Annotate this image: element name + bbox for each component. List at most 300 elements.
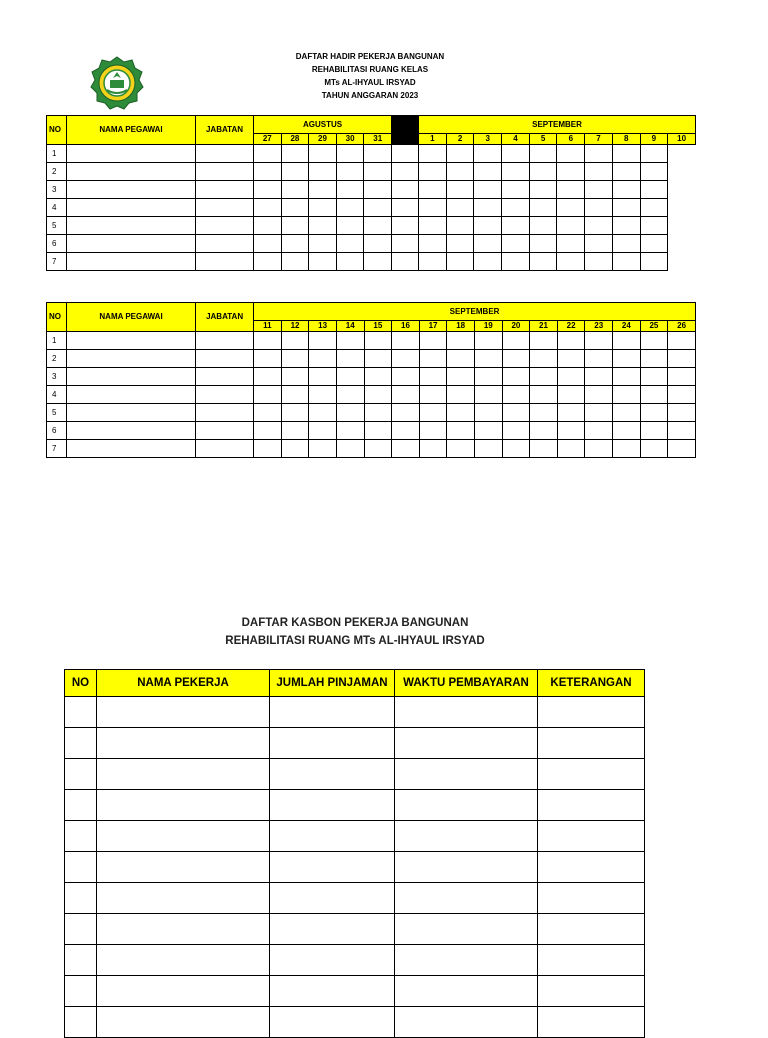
month-header-september: SEPTEMBER	[254, 303, 696, 321]
attendance-cell	[281, 217, 309, 235]
day-header-cell: 22	[557, 321, 585, 332]
attendance-cell	[447, 440, 475, 458]
attendance-cell	[392, 235, 419, 253]
attendance-cell	[585, 386, 613, 404]
attendance-cell	[612, 217, 640, 235]
attendance-cell	[392, 422, 420, 440]
attendance-cell	[585, 235, 613, 253]
empty-cell	[538, 914, 645, 945]
attendance-cell	[474, 422, 502, 440]
attendance-cell	[364, 163, 392, 181]
attendance-cell	[640, 404, 668, 422]
attendance-cell	[254, 253, 282, 271]
attendance-cell	[474, 163, 502, 181]
empty-cell	[395, 914, 538, 945]
name-cell	[67, 422, 196, 440]
empty-cell	[97, 852, 270, 883]
empty-cell	[65, 728, 97, 759]
attendance-cell	[502, 235, 530, 253]
position-cell	[196, 217, 254, 235]
table-row	[47, 422, 696, 440]
attendance-cell	[336, 145, 364, 163]
attendance-cell	[446, 253, 474, 271]
empty-cell	[538, 728, 645, 759]
attendance-cell	[281, 235, 309, 253]
col-header-name: NAMA PEGAWAI	[67, 303, 196, 332]
attendance-cell	[254, 368, 282, 386]
attendance-cell	[613, 332, 641, 350]
attendance-cell	[254, 422, 282, 440]
attendance-cell	[309, 217, 337, 235]
table-row	[47, 350, 696, 368]
attendance-cell	[364, 253, 392, 271]
row-number: 7	[47, 440, 67, 458]
attendance-cell	[419, 422, 447, 440]
empty-cell	[270, 728, 395, 759]
table-row	[47, 440, 696, 458]
month-header-agustus: AGUSTUS	[254, 116, 392, 134]
attendance-cell	[557, 253, 585, 271]
attendance-cell	[612, 199, 640, 217]
attendance-cell	[392, 332, 420, 350]
attendance-cell	[502, 199, 530, 217]
attendance-cell	[419, 368, 447, 386]
attendance-cell	[530, 332, 558, 350]
attendance-cell	[392, 350, 420, 368]
row-number: 2	[47, 163, 67, 181]
attendance-cell	[502, 422, 530, 440]
attendance-cell	[419, 404, 447, 422]
attendance-cell	[529, 217, 557, 235]
attendance-cell	[502, 145, 530, 163]
empty-cell	[97, 883, 270, 914]
attendance-cell	[281, 404, 309, 422]
col-header-loan-amount: JUMLAH PINJAMAN	[270, 670, 395, 697]
position-cell	[196, 404, 254, 422]
empty-cell	[395, 697, 538, 728]
row-number: 5	[47, 217, 67, 235]
day-header-cell: 2	[446, 134, 474, 145]
day-header-cell: 16	[392, 321, 420, 332]
attendance-cell	[585, 217, 613, 235]
attendance-cell	[281, 368, 309, 386]
col-header-name: NAMA PEGAWAI	[67, 116, 196, 145]
attendance-cell	[640, 199, 668, 217]
attendance-cell	[474, 332, 502, 350]
table-row	[47, 145, 696, 163]
position-cell	[196, 350, 254, 368]
attendance-cell	[336, 386, 364, 404]
attendance-cell	[585, 163, 613, 181]
name-cell	[67, 332, 196, 350]
position-cell	[196, 235, 254, 253]
table-row	[47, 181, 696, 199]
empty-cell	[65, 976, 97, 1007]
attendance-cell	[392, 217, 419, 235]
kasbon-title-line: REHABILITASI RUANG MTs AL-IHYAUL IRSYAD	[225, 635, 485, 647]
attendance-cell	[309, 235, 337, 253]
attendance-cell	[529, 145, 557, 163]
day-header-cell: 18	[447, 321, 475, 332]
day-header-cell: 23	[585, 321, 613, 332]
attendance-cell	[557, 199, 585, 217]
attendance-cell	[474, 217, 502, 235]
empty-cell	[97, 945, 270, 976]
table-row	[65, 1007, 645, 1038]
name-cell	[67, 145, 196, 163]
table-row	[47, 217, 696, 235]
attendance-cell	[668, 404, 696, 422]
attendance-cell	[447, 386, 475, 404]
attendance-cell	[612, 181, 640, 199]
empty-cell	[538, 759, 645, 790]
attendance-cell	[364, 440, 392, 458]
col-header-position: JABATAN	[196, 303, 254, 332]
row-number: 6	[47, 235, 67, 253]
attendance-cell	[419, 386, 447, 404]
attendance-cell	[254, 199, 282, 217]
attendance-cell	[640, 332, 668, 350]
attendance-cell	[336, 422, 364, 440]
col-header-position: JABATAN	[196, 116, 254, 145]
attendance-cell	[530, 404, 558, 422]
attendance-cell	[309, 163, 337, 181]
attendance-cell	[668, 350, 696, 368]
attendance-cell	[254, 332, 282, 350]
attendance-cell	[557, 163, 585, 181]
attendance-cell	[502, 217, 530, 235]
empty-cell	[538, 1007, 645, 1038]
day-header-cell: 12	[281, 321, 309, 332]
attendance-cell	[309, 253, 337, 271]
empty-cell	[270, 821, 395, 852]
attendance-cell	[530, 350, 558, 368]
name-cell	[67, 181, 196, 199]
col-header-no: NO	[47, 116, 67, 145]
empty-cell	[97, 697, 270, 728]
row-number: 3	[47, 181, 67, 199]
attendance-cell	[612, 253, 640, 271]
attendance-cell	[254, 440, 282, 458]
attendance-cell	[640, 235, 668, 253]
position-cell	[196, 145, 254, 163]
empty-cell	[65, 945, 97, 976]
attendance-title	[200, 50, 540, 102]
attendance-cell	[309, 145, 337, 163]
name-cell	[67, 404, 196, 422]
attendance-cell	[336, 199, 364, 217]
attendance-cell	[281, 440, 309, 458]
table-row	[47, 332, 696, 350]
empty-cell	[65, 821, 97, 852]
day-header-cell: 1	[419, 134, 447, 145]
attendance-cell	[281, 422, 309, 440]
empty-cell	[270, 914, 395, 945]
empty-cell	[270, 1007, 395, 1038]
position-cell	[196, 253, 254, 271]
attendance-cell	[392, 253, 419, 271]
attendance-cell	[640, 386, 668, 404]
attendance-cell	[364, 332, 392, 350]
row-number: 5	[47, 404, 67, 422]
attendance-cell	[447, 404, 475, 422]
attendance-cell	[446, 217, 474, 235]
attendance-cell	[640, 253, 668, 271]
day-header-cell: 31	[364, 134, 392, 145]
col-header-no: NO	[47, 303, 67, 332]
attendance-cell	[585, 253, 613, 271]
attendance-cell	[640, 350, 668, 368]
kasbon-table	[64, 669, 645, 1038]
table-header-row	[47, 303, 696, 321]
attendance-cell	[585, 181, 613, 199]
attendance-cell	[557, 404, 585, 422]
empty-cell	[538, 852, 645, 883]
attendance-cell	[364, 217, 392, 235]
attendance-cell	[419, 440, 447, 458]
attendance-cell	[446, 145, 474, 163]
attendance-cell	[613, 440, 641, 458]
position-cell	[196, 440, 254, 458]
attendance-cell	[640, 181, 668, 199]
attendance-cell	[309, 350, 337, 368]
table-row	[65, 728, 645, 759]
empty-cell	[97, 759, 270, 790]
attendance-cell	[585, 422, 613, 440]
day-header-cell: 20	[502, 321, 530, 332]
attendance-cell	[557, 217, 585, 235]
table-row	[65, 914, 645, 945]
attendance-cell	[530, 386, 558, 404]
attendance-cell	[585, 199, 613, 217]
attendance-cell	[529, 181, 557, 199]
attendance-cell	[502, 163, 530, 181]
attendance-cell	[502, 440, 530, 458]
attendance-cell	[557, 386, 585, 404]
attendance-cell	[585, 404, 613, 422]
attendance-cell	[668, 332, 696, 350]
position-cell	[196, 163, 254, 181]
table-row	[47, 386, 696, 404]
attendance-cell	[392, 181, 419, 199]
empty-cell	[270, 697, 395, 728]
attendance-cell	[419, 145, 447, 163]
attendance-cell	[309, 422, 337, 440]
attendance-cell	[612, 235, 640, 253]
attendance-cell	[474, 440, 502, 458]
name-cell	[67, 440, 196, 458]
attendance-cell	[640, 217, 668, 235]
empty-cell	[97, 914, 270, 945]
position-cell	[196, 332, 254, 350]
attendance-cell	[530, 440, 558, 458]
attendance-cell	[530, 422, 558, 440]
attendance-cell	[254, 217, 282, 235]
day-header-cell: 10	[668, 134, 696, 145]
empty-cell	[270, 852, 395, 883]
empty-cell	[270, 883, 395, 914]
empty-cell	[538, 883, 645, 914]
attendance-title-line: MTs AL-IHYAUL IRSYAD	[324, 78, 416, 87]
month-header-september: SEPTEMBER	[419, 116, 696, 134]
attendance-cell	[668, 368, 696, 386]
empty-cell	[395, 976, 538, 1007]
row-number: 2	[47, 350, 67, 368]
attendance-cell	[336, 253, 364, 271]
attendance-cell	[364, 386, 392, 404]
empty-cell	[65, 1007, 97, 1038]
day-header-cell: 3	[474, 134, 502, 145]
day-header-cell: 4	[502, 134, 530, 145]
attendance-cell	[446, 199, 474, 217]
day-header-cell: 21	[530, 321, 558, 332]
attendance-cell	[585, 350, 613, 368]
attendance-cell	[419, 235, 447, 253]
empty-cell	[270, 976, 395, 1007]
attendance-cell	[474, 350, 502, 368]
separator-column	[392, 116, 419, 145]
empty-cell	[538, 821, 645, 852]
empty-cell	[395, 945, 538, 976]
empty-cell	[270, 759, 395, 790]
empty-cell	[270, 790, 395, 821]
attendance-cell	[281, 163, 309, 181]
attendance-cell	[336, 350, 364, 368]
attendance-cell	[668, 422, 696, 440]
empty-cell	[65, 759, 97, 790]
table-header-row	[65, 670, 645, 697]
attendance-title-line: REHABILITASI RUANG KELAS	[311, 65, 429, 74]
attendance-cell	[281, 253, 309, 271]
attendance-cell	[502, 350, 530, 368]
attendance-cell	[557, 332, 585, 350]
attendance-cell	[419, 163, 447, 181]
day-header-cell: 9	[640, 134, 668, 145]
empty-cell	[65, 852, 97, 883]
attendance-title-line: DAFTAR HADIR PEKERJA BANGUNAN	[295, 52, 445, 61]
attendance-cell	[419, 199, 447, 217]
empty-cell	[538, 976, 645, 1007]
col-header-worker-name: NAMA PEKERJA	[97, 670, 270, 697]
attendance-cell	[281, 181, 309, 199]
kasbon-title-line: DAFTAR KASBON PEKERJA BANGUNAN	[241, 617, 469, 629]
attendance-cell	[446, 163, 474, 181]
attendance-cell	[474, 368, 502, 386]
attendance-cell	[281, 145, 309, 163]
name-cell	[67, 163, 196, 181]
attendance-cell	[254, 235, 282, 253]
row-number: 7	[47, 253, 67, 271]
table-row	[47, 404, 696, 422]
attendance-cell	[309, 199, 337, 217]
attendance-cell	[557, 422, 585, 440]
attendance-cell	[502, 404, 530, 422]
table-row	[47, 199, 696, 217]
attendance-cell	[254, 386, 282, 404]
attendance-cell	[474, 404, 502, 422]
attendance-cell	[640, 368, 668, 386]
attendance-cell	[364, 368, 392, 386]
attendance-cell	[309, 181, 337, 199]
attendance-table-2	[46, 302, 696, 458]
attendance-cell	[502, 368, 530, 386]
row-number: 1	[47, 332, 67, 350]
day-header-cell: 28	[281, 134, 309, 145]
day-header-cell: 30	[336, 134, 364, 145]
attendance-cell	[612, 145, 640, 163]
attendance-cell	[529, 253, 557, 271]
attendance-cell	[364, 199, 392, 217]
attendance-cell	[419, 332, 447, 350]
attendance-cell	[446, 181, 474, 199]
attendance-cell	[392, 368, 420, 386]
table-row	[65, 852, 645, 883]
empty-cell	[97, 1007, 270, 1038]
attendance-cell	[474, 253, 502, 271]
empty-cell	[97, 728, 270, 759]
attendance-cell	[613, 350, 641, 368]
attendance-cell	[419, 253, 447, 271]
attendance-cell	[254, 350, 282, 368]
attendance-cell	[474, 386, 502, 404]
attendance-cell	[529, 235, 557, 253]
attendance-cell	[585, 368, 613, 386]
attendance-cell	[585, 332, 613, 350]
day-header-cell: 27	[254, 134, 282, 145]
attendance-table-1	[46, 115, 696, 271]
table-row	[65, 697, 645, 728]
row-number: 4	[47, 386, 67, 404]
attendance-cell	[474, 145, 502, 163]
attendance-cell	[364, 404, 392, 422]
row-number: 4	[47, 199, 67, 217]
attendance-cell	[281, 350, 309, 368]
day-header-cell: 6	[557, 134, 585, 145]
attendance-cell	[668, 440, 696, 458]
table-row	[65, 976, 645, 1007]
row-number: 1	[47, 145, 67, 163]
attendance-cell	[640, 145, 668, 163]
attendance-cell	[447, 332, 475, 350]
table-row	[47, 235, 696, 253]
empty-cell	[65, 883, 97, 914]
attendance-cell	[446, 235, 474, 253]
school-emblem-icon	[90, 56, 144, 110]
attendance-cell	[309, 440, 337, 458]
attendance-cell	[668, 386, 696, 404]
row-number: 6	[47, 422, 67, 440]
attendance-cell	[447, 350, 475, 368]
attendance-cell	[392, 163, 419, 181]
attendance-cell	[336, 404, 364, 422]
col-header-no: NO	[65, 670, 97, 697]
position-cell	[196, 422, 254, 440]
empty-cell	[97, 821, 270, 852]
row-number: 3	[47, 368, 67, 386]
attendance-cell	[502, 181, 530, 199]
empty-cell	[395, 790, 538, 821]
empty-cell	[538, 697, 645, 728]
attendance-cell	[419, 350, 447, 368]
kasbon-title	[150, 614, 560, 650]
name-cell	[67, 199, 196, 217]
day-header-cell: 14	[336, 321, 364, 332]
attendance-cell	[613, 386, 641, 404]
day-header-cell: 7	[585, 134, 613, 145]
empty-cell	[97, 976, 270, 1007]
empty-cell	[270, 945, 395, 976]
attendance-cell	[392, 145, 419, 163]
